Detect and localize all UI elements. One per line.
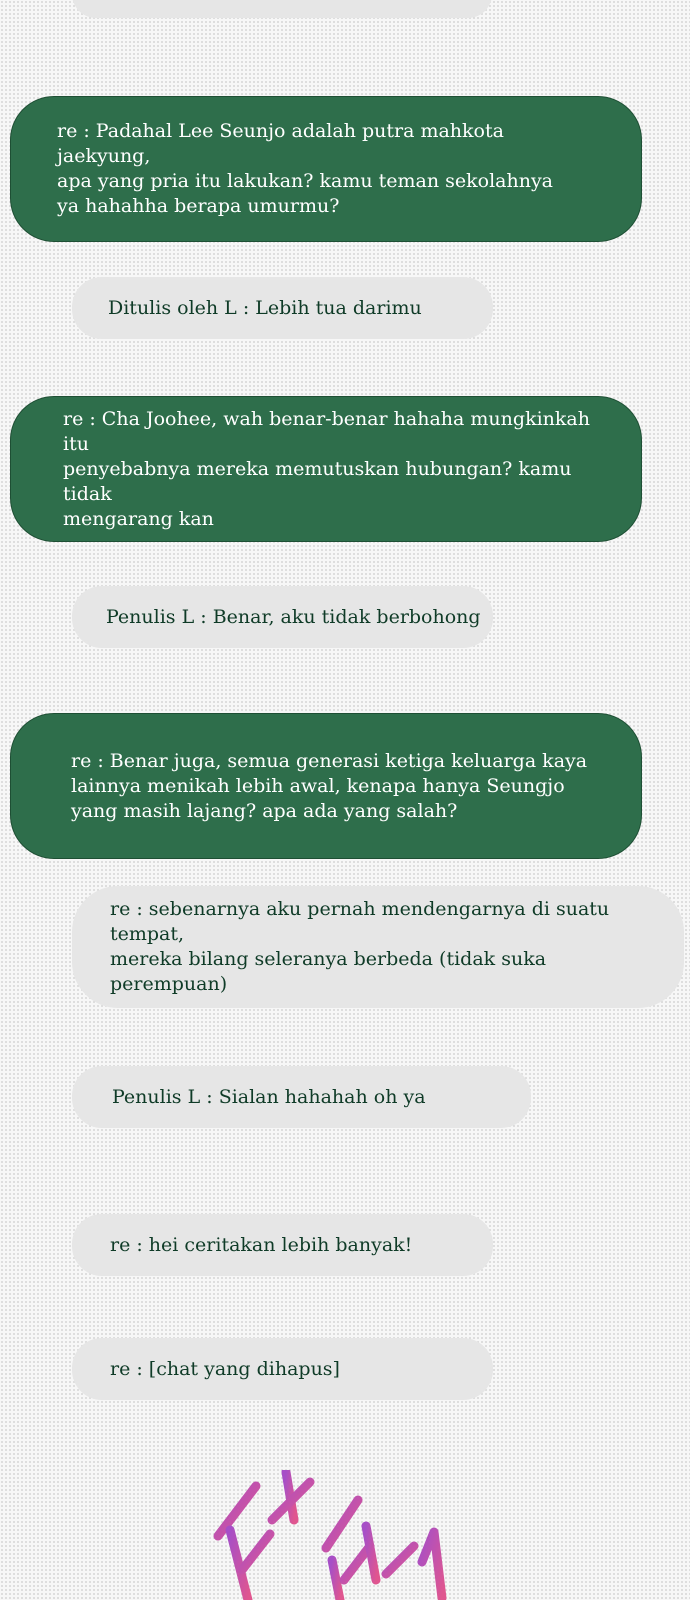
message-line: re : sebenarnya aku pernah mendengarnya di suatu tempat, <box>110 898 610 945</box>
chat-bubble-reply <box>10 96 642 242</box>
message-line: Ditulis oleh L : Lebih tua darimu <box>108 296 422 319</box>
message-line: lainnya menikah lebih awal, kenapa hanya Seungjo <box>71 774 565 797</box>
chat-bubble-reply-gray <box>72 1214 493 1276</box>
chat-bubble-deleted <box>72 1338 493 1400</box>
message-line: re : hei ceritakan lebih banyak! <box>110 1233 413 1256</box>
chat-bubble-reply <box>10 713 642 859</box>
chat-bubble-author <box>72 1066 531 1128</box>
message-line: ya hahahha berapa umurmu? <box>57 195 340 217</box>
chat-bubble-reply <box>10 396 642 542</box>
message-line: Penulis L : Benar, aku tidak berbohong <box>106 605 481 628</box>
message-line: yang masih lajang? apa ada yang salah? <box>71 799 458 822</box>
message-line: re : Padahal Lee Seunjo adalah putra mahkota jaekyung, <box>57 120 504 167</box>
chat-bubble-author <box>72 586 493 648</box>
message-line: re : [chat yang dihapus] <box>110 1357 340 1380</box>
chat-bubble-partial <box>72 0 492 18</box>
message-line: apa yang pria itu lakukan? kamu teman sekolahnya <box>57 170 554 192</box>
message-line: re : Benar juga, semua generasi ketiga keluarga kaya <box>71 749 588 772</box>
message-line: mereka bilang seleranya berbeda (tidak suka perempuan) <box>110 948 547 995</box>
message-line: mengarang kan <box>63 507 214 530</box>
message-line: penyebabnya mereka memutuskan hubungan? kamu tidak <box>63 457 572 505</box>
chat-bubble-reply-gray <box>72 886 684 1008</box>
message-text <box>71 749 587 824</box>
message-text <box>110 897 664 997</box>
sound-effect-drawing <box>210 1470 490 1600</box>
message-text <box>57 119 601 219</box>
message-line: Penulis L : Sialan hahahah oh ya <box>112 1085 426 1108</box>
chat-bubble-author <box>72 277 493 339</box>
message-text <box>63 407 601 532</box>
message-line: re : Cha Joohee, wah benar-benar hahaha mungkinkah itu <box>63 407 590 455</box>
